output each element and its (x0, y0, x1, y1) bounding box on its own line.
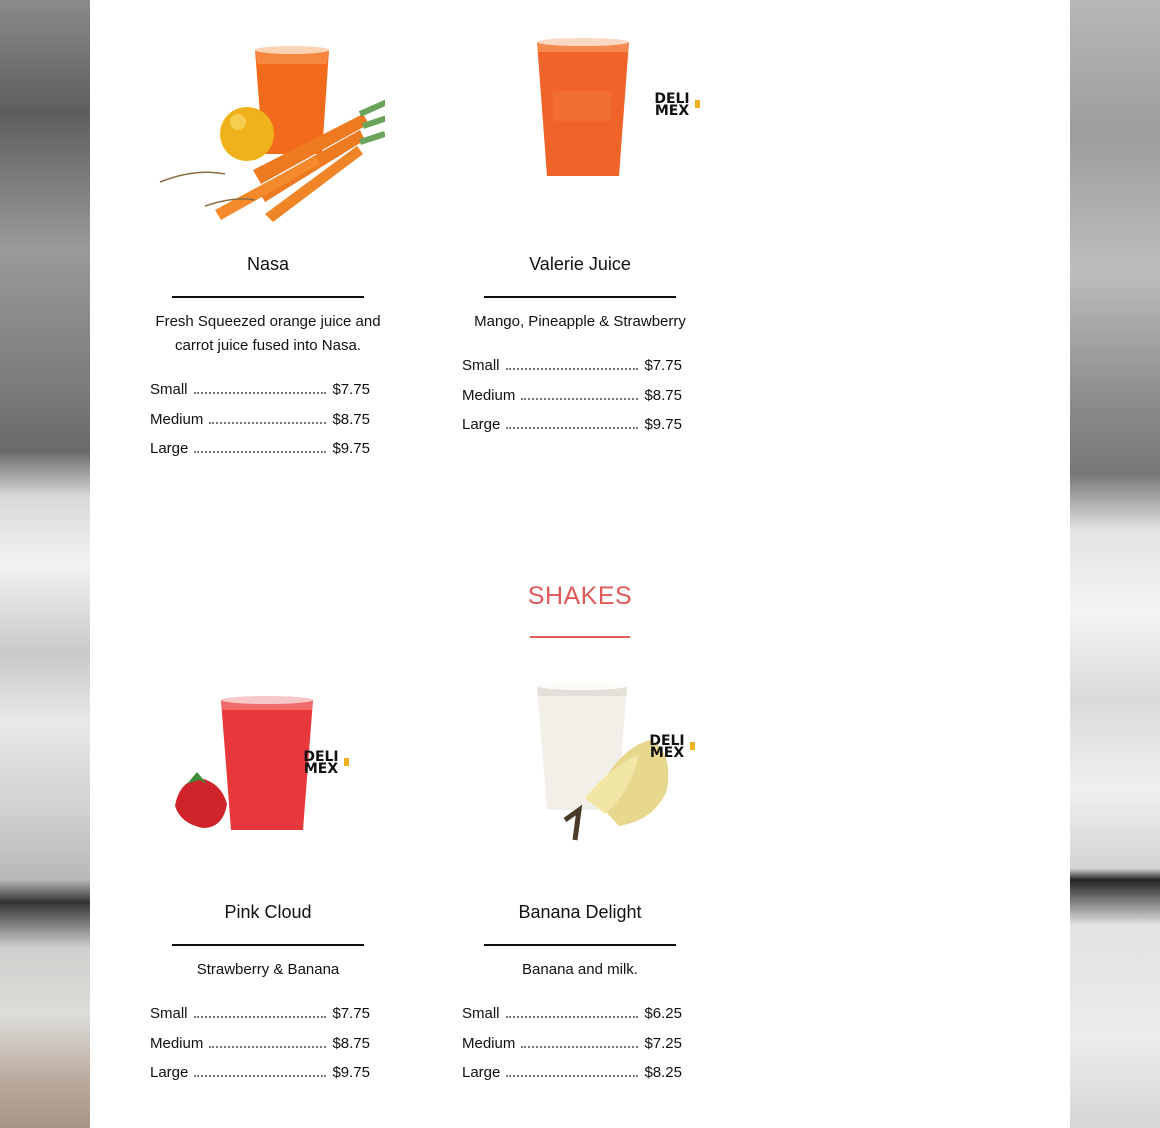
dot-leader (521, 398, 638, 400)
price-row-medium (150, 411, 370, 441)
delimex-logo: DELI MEX (303, 749, 339, 777)
size-label: Large (150, 1064, 189, 1081)
price-row-large (462, 416, 682, 446)
size-label: Small (462, 357, 500, 374)
price-row-small (150, 381, 370, 411)
dot-leader (506, 368, 639, 370)
dot-leader (209, 1046, 326, 1048)
delimex-logo: DELI MEX (654, 91, 690, 119)
price-value: $8.75 (332, 1034, 370, 1052)
section-divider (530, 636, 630, 638)
price-row-medium (462, 387, 682, 417)
price-row-small (462, 1005, 682, 1035)
size-label: Small (150, 1005, 188, 1022)
banana-delight-image (535, 680, 675, 850)
logo-accent (690, 742, 695, 750)
price-list (150, 1005, 370, 1094)
item-description: Fresh Squeezed orange juice and carrot juice fused into Nasa. (155, 313, 381, 354)
price-row-large (462, 1064, 682, 1094)
price-value: $8.25 (644, 1064, 682, 1081)
item-divider (484, 296, 676, 298)
item-name: Banana Delight (518, 902, 642, 922)
item-description: Banana and milk. (522, 961, 638, 978)
size-label: Medium (462, 1034, 516, 1052)
price-row-small (462, 357, 682, 387)
dot-leader (506, 1075, 638, 1077)
logo-accent (344, 758, 349, 766)
item-divider (484, 944, 676, 946)
menu-panel (90, 0, 1070, 1128)
size-label: Large (462, 1064, 501, 1081)
dot-leader (521, 1046, 638, 1048)
item-name: Pink Cloud (224, 902, 312, 922)
size-label: Large (150, 440, 189, 457)
price-value: $9.75 (644, 416, 682, 433)
item-description: Strawberry & Banana (196, 961, 340, 978)
price-list (150, 381, 370, 470)
item-name: Nasa (246, 254, 290, 274)
size-label: Small (150, 381, 188, 398)
item-description: Mango, Pineapple & Strawberry (474, 313, 686, 330)
item-divider (172, 296, 364, 298)
section-title-shakes: SHAKES (527, 582, 633, 610)
dot-leader (194, 392, 327, 394)
item-name: Valerie Juice (529, 254, 631, 274)
item-divider (172, 944, 364, 946)
price-list (462, 1005, 682, 1094)
dot-leader (209, 422, 326, 424)
size-label: Medium (150, 410, 204, 428)
size-label: Small (462, 1005, 500, 1022)
price-row-small (150, 1005, 370, 1035)
dot-leader (194, 1075, 326, 1077)
dot-leader (194, 1016, 327, 1018)
price-row-medium (462, 1035, 682, 1065)
size-label: Medium (150, 1034, 204, 1052)
dot-leader (506, 427, 638, 429)
background-right (1070, 0, 1160, 1128)
price-value: $7.75 (644, 357, 682, 374)
price-value: $9.75 (332, 1064, 370, 1081)
nasa-image (155, 34, 385, 226)
price-value: $8.75 (644, 386, 682, 404)
price-row-large (150, 1064, 370, 1094)
price-list (462, 357, 682, 446)
price-row-medium (150, 1035, 370, 1065)
price-value: $6.25 (644, 1005, 682, 1022)
price-value: $9.75 (332, 440, 370, 457)
price-value: $7.75 (332, 1005, 370, 1022)
price-value: $7.25 (644, 1034, 682, 1052)
background-left (0, 0, 90, 1128)
dot-leader (194, 451, 326, 453)
size-label: Medium (462, 386, 516, 404)
valerie-juice-image (533, 36, 633, 184)
price-value: $7.75 (332, 381, 370, 398)
size-label: Large (462, 416, 501, 433)
dot-leader (506, 1016, 639, 1018)
delimex-logo: DELI MEX (649, 733, 685, 761)
price-value: $8.75 (332, 410, 370, 428)
price-row-large (150, 440, 370, 470)
logo-accent (695, 100, 700, 108)
